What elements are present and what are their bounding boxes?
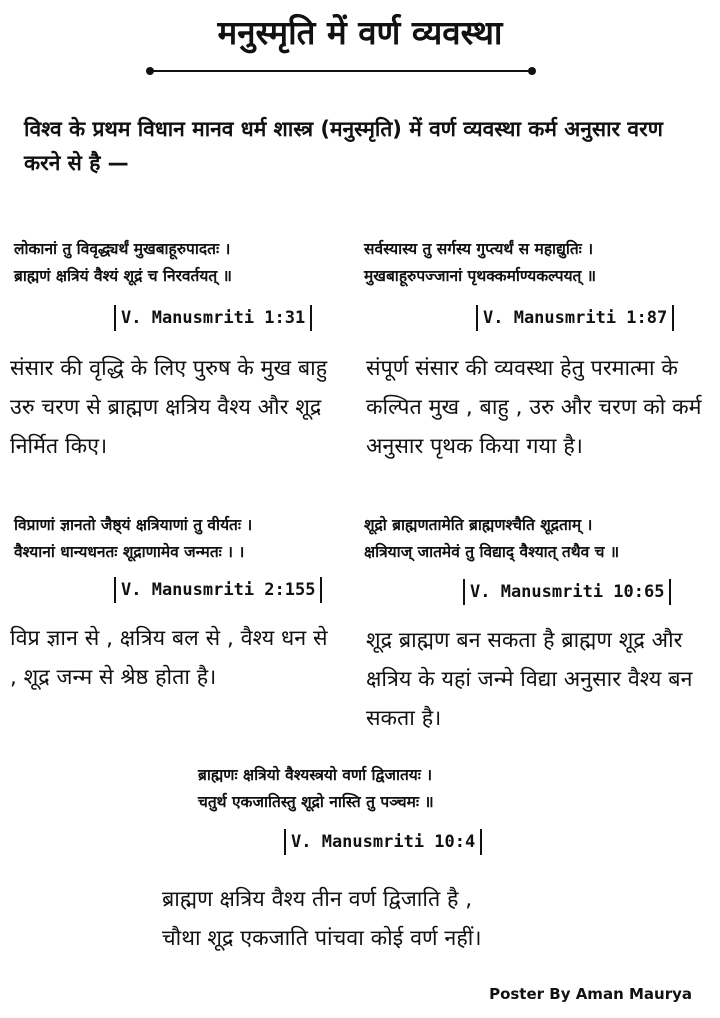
verse-line: वैश्यानां धान्यधनतः शूद्राणामेव जन्मतः । । (14, 543, 245, 561)
poster-credit: Poster By Aman Maurya (489, 985, 692, 1003)
title-divider (150, 70, 532, 72)
page-title: मनुस्मृति में वर्ण व्यवस्था (217, 13, 503, 52)
verse-line: ब्राह्मणः क्षत्रियो वैश्यस्त्रयो वर्णा द्विजातयः । (198, 766, 433, 784)
verse-1-31 (14, 236, 232, 290)
verse-reference: V. Manusmriti 1:31 (114, 305, 312, 331)
verse-reference: V. Manusmriti 10:65 (463, 579, 671, 605)
translation-line: चौथा शूद्र एकजाति पांचवा कोई वर्ण नहीं। (162, 926, 482, 951)
verse-reference: V. Manusmriti 1:87 (476, 305, 674, 331)
translation-1-31: संसार की वृद्धि के लिए पुरुष के मुख बाहु उरु चरण से ब्राह्मण क्षत्रिय वैश्य और शूद्र निर्मित किए। (10, 356, 328, 459)
verse-10-65 (364, 512, 619, 566)
divider-dot-right (528, 67, 536, 75)
verse-line: विप्राणां ज्ञानतो जैष्ठ्यं क्षत्रियाणां तु वीर्यतः । (14, 516, 253, 534)
verse-reference: V. Manusmriti 10:4 (284, 829, 482, 855)
verse-line: लोकानां तु विवृद्ध्यर्थं मुखबाहूरुपादतः । (14, 240, 231, 258)
verse-2-155 (14, 512, 252, 566)
translation-10-4 (162, 880, 702, 958)
translation-line: ब्राह्मण क्षत्रिय वैश्य तीन वर्ण द्विजाति है , (162, 887, 473, 912)
intro-text: विश्व के प्रथम विधान मानव धर्म शास्त्र (मनुस्मृति) में वर्ण व्यवस्था कर्म अनुसार वरण करने से है — (24, 117, 663, 175)
verse-line: मुखबाहूरुपज्जानां पृथक्कर्माण्यकल्पयत् ॥ (364, 267, 597, 285)
verse-line: चतुर्थ एकजातिस्तु शूद्रो नास्ति तु पञ्चमः ॥ (198, 793, 434, 811)
translation-2-155: विप्र ज्ञान से , क्षत्रिय बल से , वैश्य धन से , शूद्र जन्म से श्रेष्ठ होता है। (10, 626, 328, 690)
verse-reference: V. Manusmriti 2:155 (114, 577, 322, 603)
translation-10-65: शूद्र ब्राह्मण बन सकता है ब्राह्मण शूद्र और क्षत्रिय के यहां जन्मे विद्या अनुसार वैश्य बन सकता है। (366, 628, 693, 731)
verse-10-4 (198, 762, 434, 816)
verse-line: शूद्रो ब्राह्मणतामेति ब्राह्मणश्चैति शूद्रताम् । (364, 516, 593, 534)
verse-line: क्षत्रियाज् जातमेवं तु विद्याद् वैश्यात् तथैव च ॥ (364, 543, 620, 561)
verse-line: सर्वस्यास्य तु सर्गस्य गुप्त्यर्थं स महाद्युतिः । (364, 240, 594, 258)
divider-dot-left (146, 67, 154, 75)
translation-1-87: संपूर्ण संसार की व्यवस्था हेतु परमात्मा के कल्पित मुख , बाहु , उरु और चरण को कर्म अनुसार पृथक किया गया है। (366, 356, 702, 459)
verse-1-87 (364, 236, 596, 290)
verse-line: ब्राह्मणं क्षत्रियं वैश्यं शूद्रं च निरवर्तयत् ॥ (14, 267, 232, 285)
